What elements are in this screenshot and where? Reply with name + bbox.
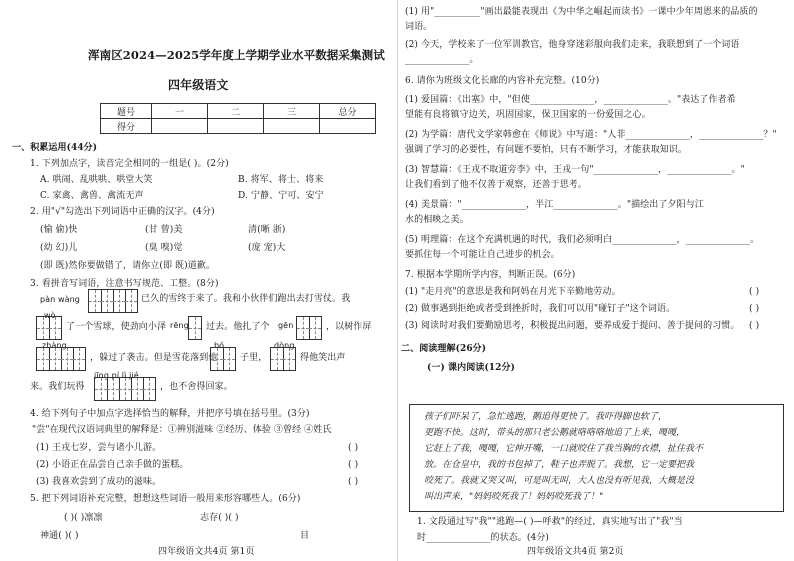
answer-paren[interactable]: ( )	[749, 304, 760, 314]
section-heading: 一、积累运用(44分)	[12, 143, 98, 153]
pinyin: rēng	[170, 321, 189, 330]
passage-text: 已久的雪终于来了。我和小伙伴们跑出去打雪仗。我	[141, 294, 351, 304]
tianzige-box[interactable]	[270, 347, 296, 371]
subsection-heading: (一) 课内阅读(12分)	[427, 363, 515, 373]
word-choice: (甘 曾)美	[145, 225, 183, 235]
question-4: 4. 给下列句子中加点字选择恰当的解释，并把序号填在括号里。(3分)	[30, 409, 310, 419]
passage-line: 它赶上了我，嘎嘎，它伸开嘴，一口就咬住了我当胸的衣襟，扯住我不	[424, 444, 704, 454]
fill-blank[interactable]: ( )( )凛凛	[64, 513, 103, 523]
tianzige-box[interactable]	[94, 377, 156, 401]
score-table-cell: 一	[152, 104, 208, 119]
question-7: 7. 根据本学期所学内容，判断正误。(6分)	[405, 270, 576, 280]
question-2: 2. 用"√"勾选出下列词语中正确的汉字。(4分)	[30, 207, 215, 217]
question-5-2: (2) 今天，学校来了一位军训教官，他身穿迷彩服向我们走来，我联想到了一个词语	[405, 40, 740, 50]
pinyin: zhàng	[42, 341, 67, 350]
page-footer: 四年级语文共4页 第1页	[158, 547, 255, 557]
passage-text: 过去。他扎了个	[206, 322, 270, 332]
answer-paren[interactable]: ( )	[348, 477, 359, 487]
tianzige-box[interactable]	[88, 289, 138, 313]
passage-line: 孩子们吓呆了，急忙逃跑，鹅追得更快了。我吓得脚也软了，	[424, 412, 668, 422]
pinyin: bó	[214, 341, 225, 350]
pinyin: jīng pí lì jié	[94, 371, 139, 380]
question-6-4[interactable]: (4) 美景篇："______________，半江______________。"描绘出了夕阳与江	[405, 200, 704, 210]
question-1: 1. 下列加点字，读音完全相同的一组是( )。(2分)	[30, 159, 229, 169]
score-table	[100, 103, 376, 134]
passage-line: 更跑不快。这时，带头的那只老公鹅就咯咯咯地追了上来，嘎嘎，	[424, 428, 686, 438]
tianzige-box[interactable]	[296, 316, 322, 340]
page-footer: 四年级语文共4页 第2页	[527, 547, 624, 557]
question-6-4-cont: 水的相映之美。	[405, 215, 469, 225]
tianzige-box[interactable]	[36, 347, 86, 371]
passage-text: 了一个雪球，使劲向小泽	[66, 322, 167, 332]
sub-question: (2) 小语正在品尝自己亲手做的蛋糕。	[36, 460, 189, 470]
fill-blank[interactable]: 神通( )( )	[40, 531, 79, 541]
option-b: B. 将军、将士、将来	[238, 175, 324, 185]
option-a: A. 哄闹、乱哄哄、哄堂大笑	[40, 175, 153, 185]
question-6-2-cont: 强调了学习的必要性，有问题不要怕，只有不断学习，才能获取知识。	[405, 145, 688, 155]
answer-paren[interactable]: ( )	[749, 321, 760, 331]
reading-question-1[interactable]: 1. 文段通过写"我""逃跑—( )—呼救"的经过，真实地写出了"我"当	[417, 517, 683, 527]
passage-text: ，躲过了袭击。但是雪花落到他	[90, 353, 218, 363]
question-4-definitions: "尝"在现代汉语词典里的解释是：①辨别滋味 ②经历、体验 ③曾经 ④姓氏	[32, 425, 332, 435]
answer-paren[interactable]: ( )	[348, 443, 359, 453]
pinyin: wò	[44, 311, 56, 320]
score-table-cell: 题号	[101, 104, 152, 119]
score-input-cell[interactable]	[208, 119, 264, 134]
question-3: 3. 看拼音写词语，注意书写规范、工整。(8分)	[30, 279, 219, 289]
score-table-cell: 二	[208, 104, 264, 119]
passage-text: 来。我们玩得	[30, 382, 85, 392]
page-2	[397, 0, 794, 561]
reading-passage-box	[409, 404, 784, 512]
word-choice: (即 既)然你要做错了，请你立(即 既)道歉。	[40, 261, 216, 271]
answer-paren[interactable]: ( )	[749, 287, 760, 297]
passage-line: 咬死了。我就又哭又叫，可是叫无叫，大人也没有听见我，大概是没	[424, 476, 695, 486]
word-choice: (幼 幻)儿	[40, 243, 78, 253]
score-input-cell[interactable]	[152, 119, 208, 134]
subject-title: 四年级语文	[168, 78, 229, 92]
score-input-cell[interactable]	[264, 119, 320, 134]
score-table-cell: 总分	[320, 104, 376, 119]
word-choice: (庞 宠)大	[248, 243, 286, 253]
sub-question: (3) 我喜欢尝到了成功的滋味。	[36, 477, 162, 487]
passage-text: ，也不舍得回家。	[160, 382, 233, 392]
option-c: C. 家禽、禽兽、禽流无声	[40, 191, 144, 201]
section-heading: 二、阅读理解(26分)	[401, 344, 487, 354]
question-6-5[interactable]: (5) 明理篇：在这个充满机遇的时代，我们必须明白______________，______________。	[405, 235, 760, 245]
score-table-cell: 三	[264, 104, 320, 119]
reading-question-1-cont[interactable]: 时______________的状态。(4分)	[417, 533, 550, 543]
tianzige-box[interactable]	[188, 316, 202, 340]
option-d: D. 宁静、宁可、安宁	[238, 191, 324, 201]
pinyin: dòng	[274, 341, 295, 350]
question-6: 6. 请你为班级文化长廊的内容补充完整。(10分)	[405, 76, 600, 86]
question-5-1: (1) 用"__________"画出最能表现出《为中华之崛起而读书》一课中少年周恩来的品质的	[405, 7, 758, 17]
tianzige-box[interactable]	[210, 347, 236, 371]
exam-title: 浑南区2024—2025学年度上学期学业水平数据采集测试	[88, 48, 385, 62]
question-6-3[interactable]: (3) 智慧篇：《王戎不取道旁李》中，王戎一句"______________，______________。"	[405, 165, 745, 175]
question-5: 5. 把下列词语补充完整，想想这些词语一般用来形容哪些人。(6分)	[30, 494, 301, 504]
question-6-3-cont: 让我们看到了他不仅善于观察，还善于思考。	[405, 180, 588, 190]
question-6-2[interactable]: (2) 为学篇：唐代文学家韩愈在《师说》中写道："人非______________，______________？"	[405, 130, 777, 140]
score-input-cell[interactable]	[320, 119, 376, 134]
answer-paren[interactable]: ( )	[348, 460, 359, 470]
question-5-1-cont: 词语。	[405, 22, 433, 32]
judge-item: (3) 阅读时对我们要勤励思考，积极提出问题，要养成爱于提问、善于提问的习惯。	[405, 321, 740, 331]
pinyin: gēn	[278, 321, 294, 330]
judge-item: (1) "走月亮"的意思是我和阿妈在月光下辛勤地劳动。	[405, 287, 621, 297]
fill-blank[interactable]: 志存( )( )	[200, 513, 239, 523]
score-table-cell: 得分	[101, 119, 152, 134]
passage-line: 放。在仓皇中，我的书包掉了，鞋子也弄脱了。我想，它一定要把我	[424, 460, 695, 470]
question-6-5-cont: 要抓住每一个可能让自己进步的机会。	[405, 250, 560, 260]
question-6-1[interactable]: (1) 爱国篇：《出塞》中，"但使______________，______________。"表达了作者希	[405, 95, 736, 105]
word-choice: (臭 嗅)觉	[145, 243, 183, 253]
judge-item: (2) 做事遇到拒绝或者受到挫折时，我们可以用"碰钉子"这个词语。	[405, 304, 676, 314]
fill-blank: 目	[300, 531, 310, 541]
passage-text: 得他笑出声	[300, 353, 346, 363]
passage-line: 叫出声来，"妈妈咬死我了！妈妈咬死我了！"	[424, 492, 604, 502]
passage-text: ，以树作屏	[326, 322, 372, 332]
fill-blank[interactable]: ______________。	[405, 55, 479, 65]
pinyin: pàn wàng	[40, 295, 80, 304]
passage-text: 子里，	[240, 353, 268, 363]
word-choice: (愉 偷)快	[40, 225, 78, 235]
question-6-1-cont: 望能有良将镇守边关，巩固国家，保卫国家的一份爱国之心。	[405, 110, 651, 120]
word-choice: 清(晰 浙)	[248, 225, 286, 235]
sub-question: (1) 王戎七岁，尝与诸小儿游。	[36, 443, 162, 453]
tianzige-box[interactable]	[36, 316, 62, 340]
